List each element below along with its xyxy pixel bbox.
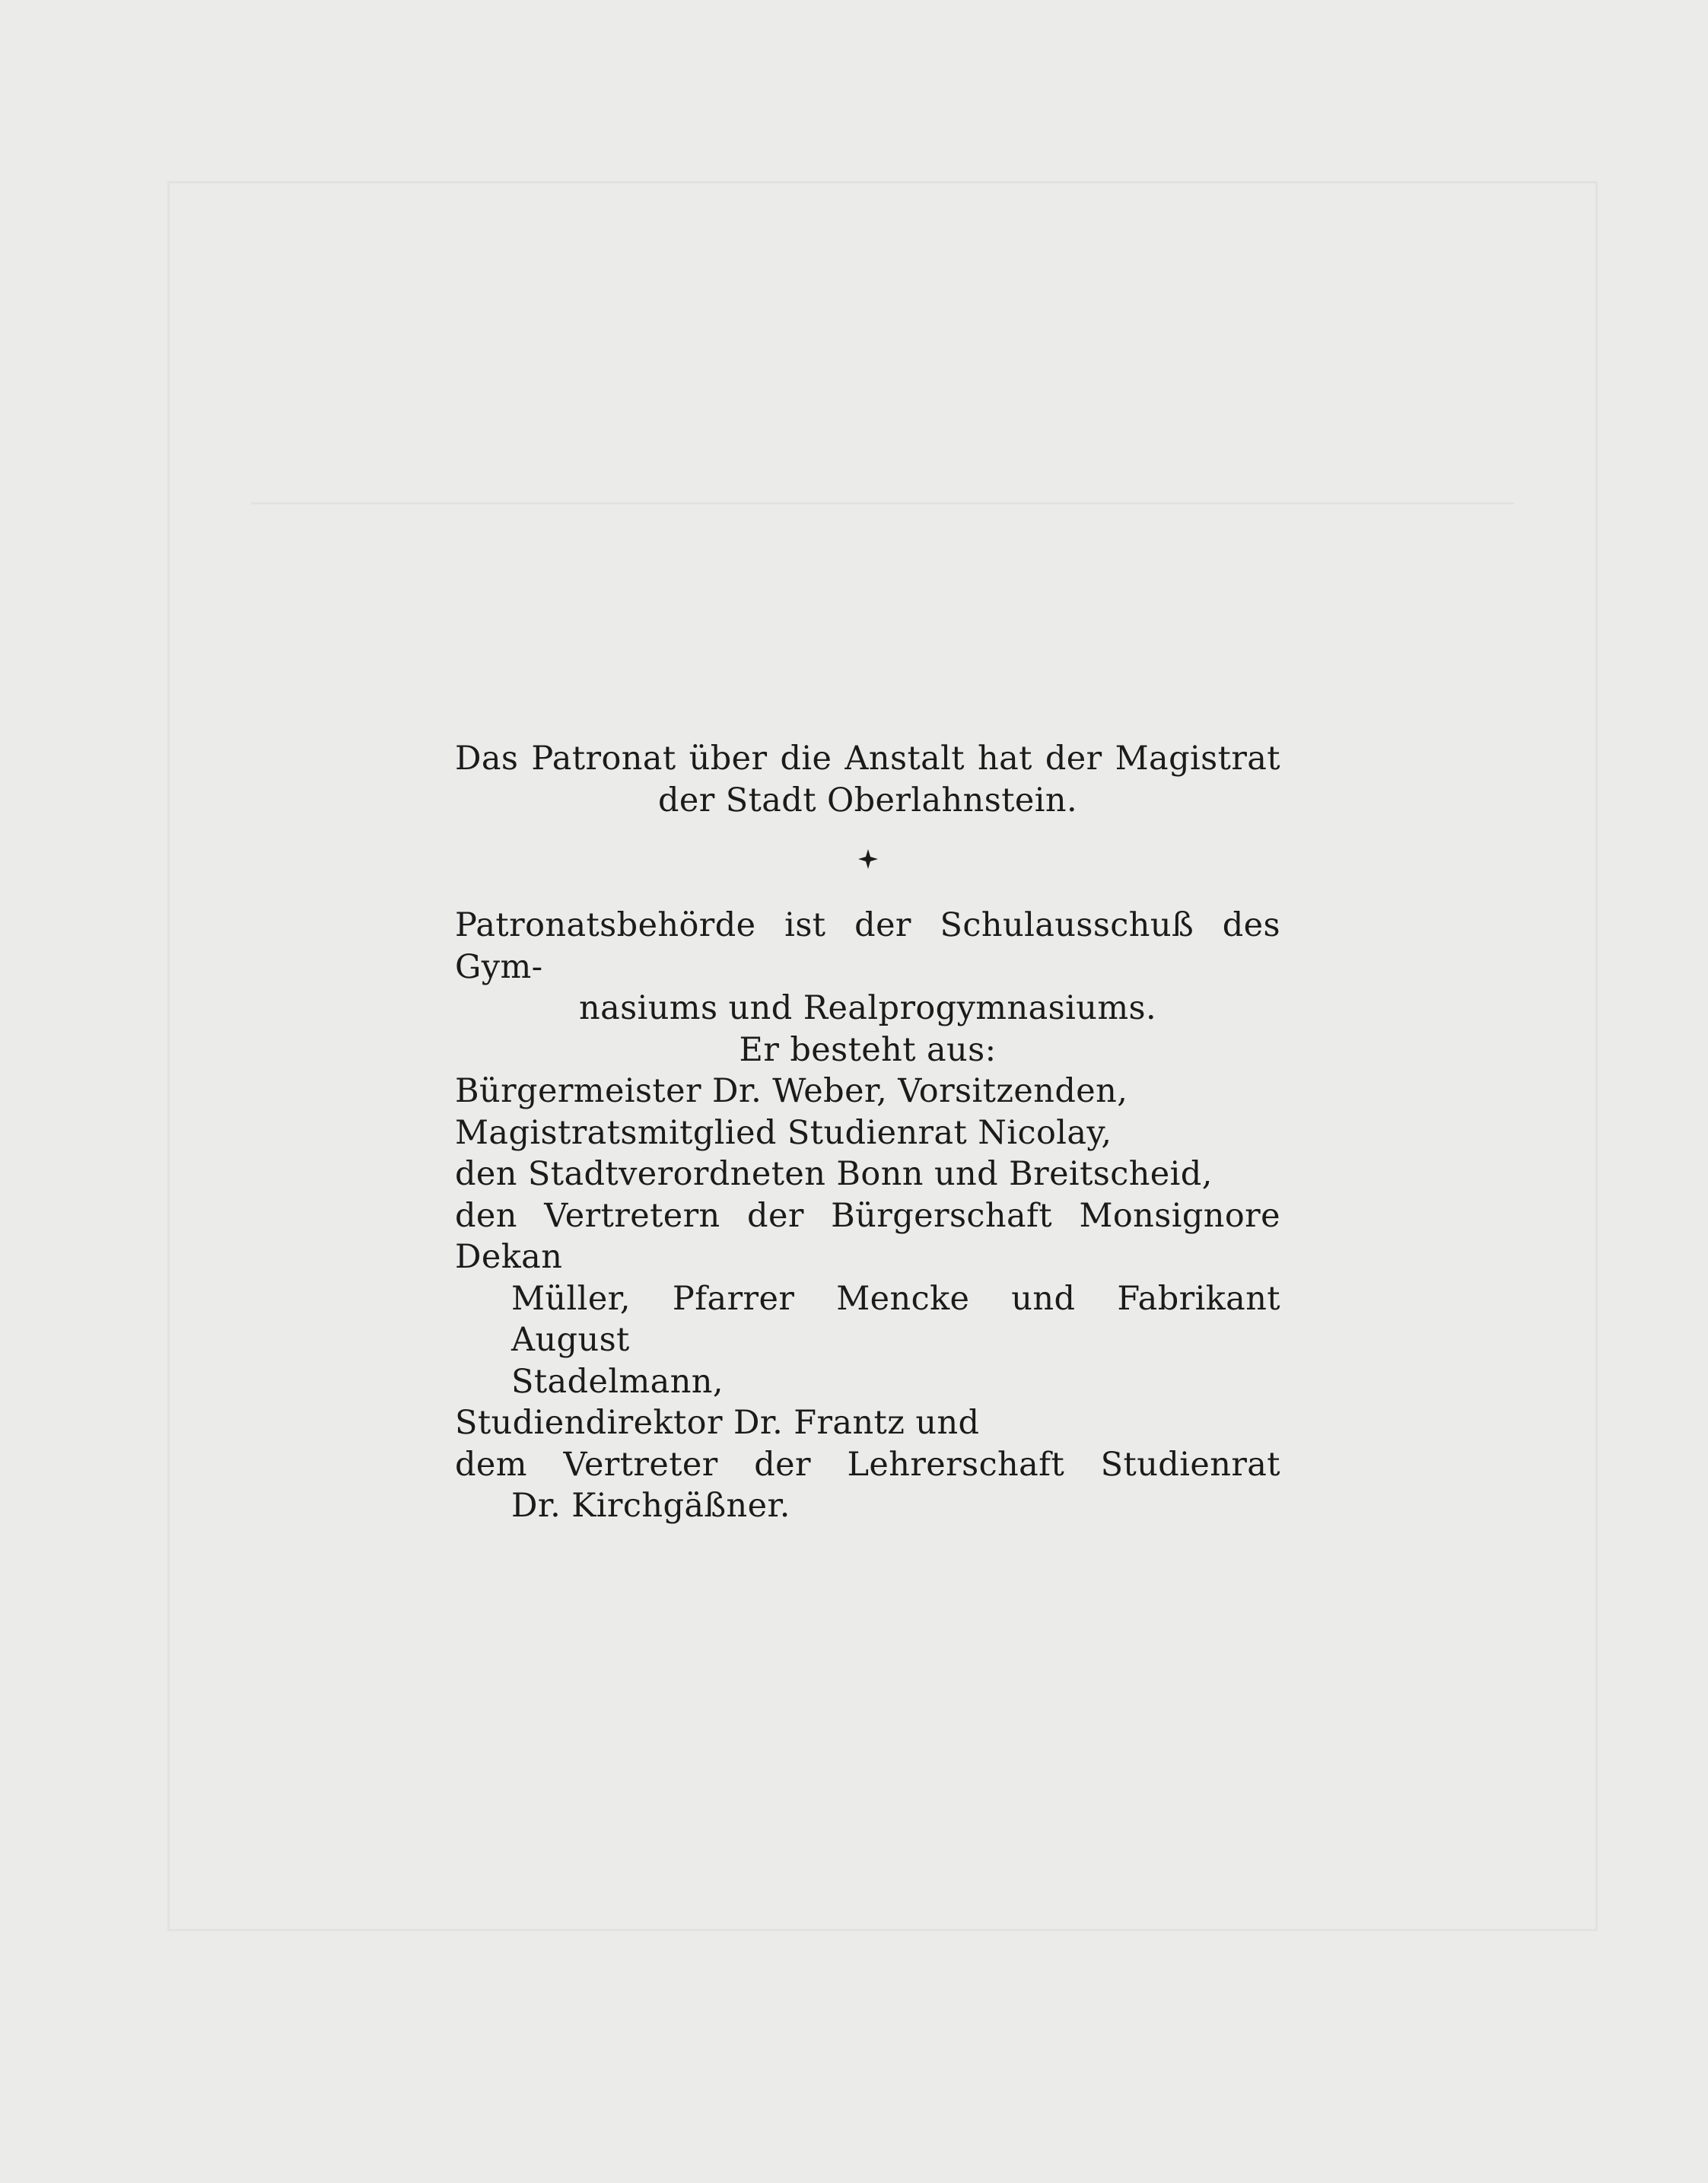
- member-line-5: Müller, Pfarrer Mencke und Fabrikant August: [511, 1279, 1280, 1359]
- member-line-9: Dr. Kirchgäßner.: [511, 1487, 790, 1525]
- member-line-6: Stadelmann,: [511, 1362, 724, 1401]
- member-line-4: den Vertretern der Bürgerschaft Monsignore Dekan: [455, 1196, 1280, 1276]
- behoerde-line-3: Er besteht aus:: [739, 1030, 997, 1069]
- member-line-2: Magistratsmitglied Studienrat Nicolay,: [455, 1113, 1112, 1152]
- text-block: [455, 738, 1280, 1527]
- member-line-7: Studiendirektor Dr. Frantz und: [455, 1404, 980, 1442]
- patronat-line-1: Das Patronat über die Anstalt hat der Magistrat: [455, 740, 1280, 778]
- patronat-line-2: der Stadt Oberlahnstein.: [657, 781, 1078, 819]
- member-line-1: Bürgermeister Dr. Weber, Vorsitzenden,: [455, 1072, 1128, 1110]
- four-point-star-icon-shape: [858, 849, 878, 869]
- member-line-3: den Stadtverordneten Bonn und Breitscheid,: [455, 1155, 1213, 1193]
- four-point-star-icon: [455, 829, 1280, 889]
- behoerde-line-1: Patronatsbehörde ist der Schulausschuß des Gym-: [455, 906, 1280, 986]
- member-line-8: dem Vertreter der Lehrerschaft Studienrat: [455, 1445, 1280, 1484]
- behoerde-line-2: nasiums und Realprogymnasiums.: [578, 989, 1157, 1027]
- show-through-rule: [251, 502, 1514, 504]
